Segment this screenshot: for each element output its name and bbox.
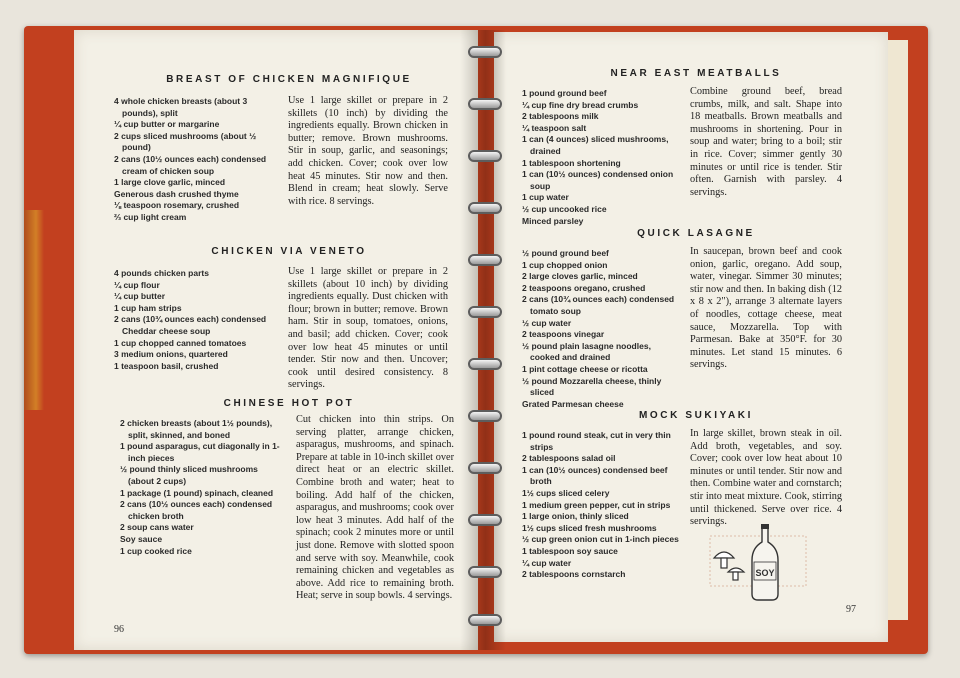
page-number: 96 <box>114 624 124 635</box>
recipe-directions: In saucepan, brown beef and cook onion, garlic, oregano. Add soup, water, vinegar. Simmer 30 minutes; stir now and then. In baking dish (12 x 8 x 2"), arrange 3 alternate layers of noodles, cottage cheese, meat sauce, Mozzarella. Top with Parmesan. Bake at 350°F. for 30 minutes. Let stand 15 minutes. 6 servings. <box>690 246 842 371</box>
ingredient: 2 cups sliced mushrooms (about ½ pound) <box>114 130 257 153</box>
ingredient: 1 cup ham strips <box>114 302 182 313</box>
ingredient-list <box>114 268 280 372</box>
ingredient: 1 pound round steak, cut in very thin strips <box>522 430 671 452</box>
binding-ring <box>468 462 502 474</box>
ingredient: ¼ cup water <box>522 557 572 568</box>
ingredient-list <box>120 418 284 557</box>
ingredient-list <box>522 88 682 227</box>
ingredient: 1 pint cottage cheese or ricotta <box>522 363 648 374</box>
ingredient: ½ pound ground beef <box>522 248 609 258</box>
binding-ring <box>468 566 502 578</box>
ingredient: ½ cup uncooked rice <box>522 203 607 214</box>
ingredient: ½ cup green onion cut in 1-inch pieces <box>522 534 679 545</box>
ingredient: 1 cup water <box>522 192 569 203</box>
ingredient: ½ pound Mozzarella cheese, thinly sliced <box>522 375 662 398</box>
page-number: 97 <box>846 604 856 615</box>
ingredient: 2 cans (10½ ounces each) condensed cream of chicken soup <box>114 153 267 176</box>
ingredient: ⅔ cup light cream <box>114 211 187 222</box>
ingredient: ¼ teaspoon salt <box>522 122 587 133</box>
ingredient: 1½ cups sliced fresh mushrooms <box>522 522 657 533</box>
binding-ring <box>468 46 502 58</box>
binding-ring <box>468 202 502 214</box>
ingredient: 2 cans (10¾ ounces each) condensed Cheddar cheese soup <box>114 314 267 336</box>
mushroom-icon <box>714 552 744 580</box>
ingredient: 2 tablespoons salad oil <box>522 453 616 464</box>
ingredient: ½ pound thinly sliced mushrooms (about 2 cups) <box>120 464 258 486</box>
ingredient: ¼ cup butter or margarine <box>114 119 220 130</box>
right-page <box>494 32 888 642</box>
ingredient: 2 cans (10¾ ounces each) condensed tomato soup <box>522 294 675 316</box>
ingredient: 3 medium onions, quartered <box>114 349 228 360</box>
ingredient: 1 large clove garlic, minced <box>114 177 226 188</box>
ingredient: 2 cans (10½ ounces each) condensed chicken broth <box>120 499 273 521</box>
ingredient: Generous dash crushed thyme <box>114 188 239 199</box>
bottle-icon <box>752 524 778 600</box>
ingredient: 1 tablespoon soy sauce <box>522 545 618 556</box>
recipe-title: QUICK LASAGNE <box>637 228 755 239</box>
binding-ring <box>468 150 502 162</box>
recipe-title: CHINESE HOT POT <box>223 398 355 409</box>
binding-ring <box>468 514 502 526</box>
recipe-directions: Use 1 large skillet or prepare in 2 skillets (10 inch) by dividing the ingredients equally. Brown chicken in butter; remove. Brown mushrooms. Stir in soup, garlic, and seasonings; add chicken. Cover; cook over low heat 45 minutes. Stir now and then. Blend in cream; heat slowly. Serve with rice. 8 servings. <box>288 95 448 207</box>
bottle-label: SOY <box>755 568 775 578</box>
ingredient: 2 teaspoons oregano, crushed <box>522 282 646 293</box>
ingredient: Soy sauce <box>120 533 163 544</box>
ingredient: 2 soup cans water <box>120 522 194 533</box>
ingredient: Minced parsley <box>522 215 584 226</box>
ingredient: ¼ cup fine dry bread crumbs <box>522 99 639 110</box>
ingredient: 2 teaspoons vinegar <box>522 329 605 340</box>
ingredient: 1 pound ground beef <box>522 88 607 98</box>
ingredient: 1½ cups sliced celery <box>522 487 610 498</box>
cover-edge <box>24 210 44 410</box>
recipe-directions: Use 1 large skillet or prepare in 2 skillets (about 10 inch) by dividing ingredients equally. Dust chicken with flour; brown in butter; remove. Brown ham. Stir in soup, tomatoes, onions, and basil; add chicken. Cover; cook over low heat 45 minutes or until tender. Stir now and then. Uncover; cook until desired consistency. 8 servings. <box>288 266 448 391</box>
ingredient: 1 tablespoon shortening <box>522 157 621 168</box>
recipe-directions: In large skillet, brown steak in oil. Add broth, vegetables, and soy. Cover; cook over low heat about 10 minutes or until tender. Stir now and then. Combine water and cornstarch; stir into meat mixture. Cook, stirring until thickened. Serve over rice. 4 servings. <box>690 428 842 528</box>
binding-ring <box>468 358 502 370</box>
recipe-title: NEAR EAST MEATBALLS <box>610 68 782 79</box>
soy-bottle-illustration <box>706 522 816 604</box>
ingredient: 4 whole chicken breasts (about 3 pounds), split <box>114 96 248 118</box>
page-stack <box>886 40 908 620</box>
recipe-directions: Cut chicken into thin strips. On serving platter, arrange chicken, asparagus, mushrooms, and spinach. Prepare at table in 10-inch skillet over direct heat or an electric skillet. Combine broth and water; heat to boiling. Add half of the chicken, asparagus, and mushrooms; cook over low heat 3 minutes. Add half of the spinach; cook 2 minutes more or until just done. Remove with slotted spoon and serve with soy. Meanwhile, cook remaining chicken and vegetables as above. Add rice to remaining broth. Heat; serve in soup bowls. 4 servings. <box>296 414 454 602</box>
spiral-binding <box>468 42 502 632</box>
ingredient: 1 can (4 ounces) sliced mushrooms, drained <box>522 134 669 156</box>
recipe-title: MOCK SUKIYAKI <box>639 410 753 421</box>
ingredient-list <box>522 430 682 581</box>
ingredient: 1 can (10½ ounces) condensed onion soup <box>522 169 674 191</box>
ingredient: 2 large cloves garlic, minced <box>522 271 638 282</box>
ingredient: 1 cup chopped canned tomatoes <box>114 337 247 348</box>
ingredient: Grated Parmesan cheese <box>522 398 624 409</box>
binding-ring <box>468 614 502 626</box>
ingredient: 1 large onion, thinly sliced <box>522 511 629 522</box>
recipe-directions: Combine ground beef, bread crumbs, milk, and salt. Shape into 18 meatballs. Brown meatballs and mushrooms in shortening. Pour in soup and water; bring to a boil; stir in rice. Cover; simmer gently 30 minutes or until rice is tender. Stir often. Garnish with parsley. 4 servings. <box>690 86 842 198</box>
left-page <box>74 30 478 650</box>
binding-ring <box>468 306 502 318</box>
binding-ring <box>468 410 502 422</box>
ingredient: 1 teaspoon basil, crushed <box>114 360 219 371</box>
recipe-title: CHICKEN VIA VENETO <box>211 246 367 257</box>
ingredient: 1 cup cooked rice <box>120 545 192 556</box>
ingredient: 1 cup chopped onion <box>522 259 608 270</box>
ingredient: 1 pound asparagus, cut diagonally in 1-inch pieces <box>120 441 280 463</box>
ingredient: ½ cup water <box>522 317 572 328</box>
recipe-title: BREAST OF CHICKEN MAGNIFIQUE <box>166 74 412 85</box>
ingredient: 1 medium green pepper, cut in strips <box>522 499 671 510</box>
ingredient-list <box>114 96 280 224</box>
ingredient: ¼ cup butter <box>114 291 166 302</box>
ingredient: 2 tablespoons cornstarch <box>522 569 626 580</box>
ingredient-list <box>522 248 682 410</box>
ingredient: 1 package (1 pound) spinach, cleaned <box>120 487 274 498</box>
binding-ring <box>468 254 502 266</box>
binding-ring <box>468 98 502 110</box>
ingredient: ⅛ teaspoon rosemary, crushed <box>114 200 240 211</box>
ingredient: 2 chicken breasts (about 1½ pounds), split, skinned, and boned <box>120 418 273 440</box>
ingredient: 1 can (10½ ounces) condensed beef broth <box>522 464 668 487</box>
ingredient: ½ pound plain lasagne noodles, cooked and drained <box>522 340 651 363</box>
ingredient: ¼ cup flour <box>114 279 160 290</box>
ingredient: 4 pounds chicken parts <box>114 268 209 278</box>
ingredient: 2 tablespoons milk <box>522 111 599 122</box>
